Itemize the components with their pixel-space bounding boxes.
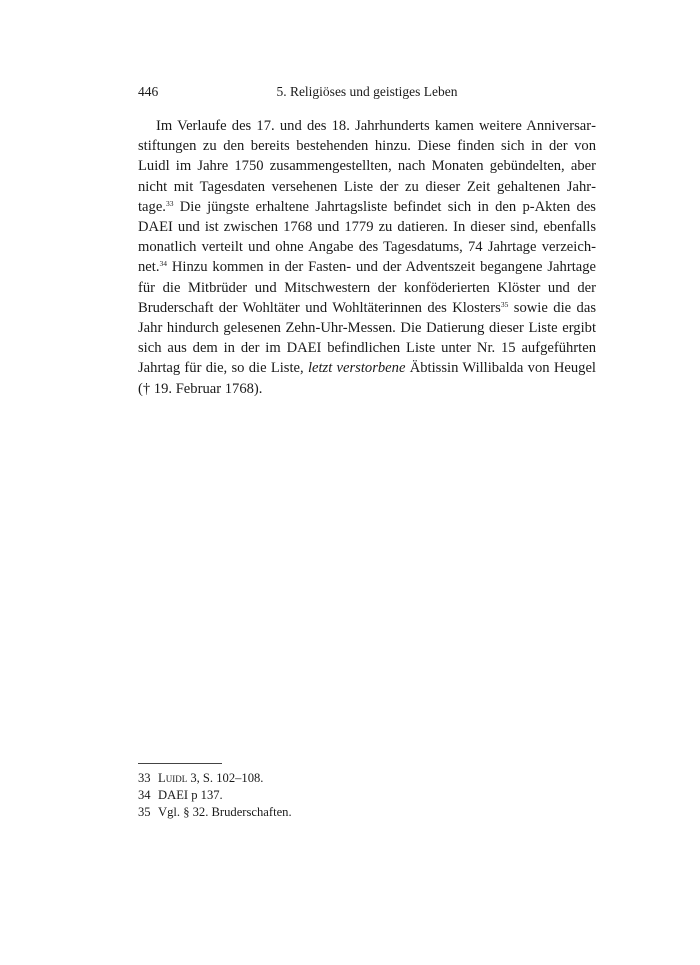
main-text [138,116,596,399]
footnote-author: Luidl [158,771,188,785]
footnote-34 [138,787,596,804]
sentence-4: sowie die das Jahr hindurch gelesenen Zehn-Uhr-Messen. Die Datierung dieser Liste ergibt sich aus dem in der im DAEI befindlichen Liste unter Nr. 15 aufgeführten Jahrtag für die, so die Liste, [138,299,596,377]
footnote-33 [138,770,596,787]
page-number: 446 [138,84,159,99]
running-head: 5. Religiöses und geistiges Leben [276,84,458,99]
sentence-5: Äbtissin Willibalda von Heugel († 19. Februar 1768). [138,360,596,397]
sentence-3: Hinzu kommen in der Fasten- und der Adventszeit begangene Jahrtage für die Mitbrüder und Mitschwestern der konföderierten Klöster und der Bruderschaft der Wohltäter und Wohltäterinnen des Klosters [138,259,596,316]
footnote-separator [138,763,222,764]
footnote-body: 3, S. 102–108. [187,771,264,785]
footnotes [138,770,596,821]
page-header [138,84,596,104]
sentence-1: Im Verlaufe des 17. und des 18. Jahrhunderts kamen weitere Anniversarstiftungen zu den bereits bestehenden hinzu. Diese finden sich in der von Luidl im Jahre 1750 zusammengestellten, nach Monaten gebündelten, aber nicht mit Tagesdaten versehenen Liste der zu dieser Zeit gehaltenen Jahrtage. [138,118,596,215]
sentence-2: Die jüngste erhaltene Jahrtagsliste befindet sich in den p-Akten des DAEI und ist zwischen 1768 und 1779 zu datieren. In dieser sind, ebenfalls monatlich verteilt und ohne Angabe des Tagesdatums, 74 Jahrtage verzeichnet. [138,198,596,276]
footnote-ref-34[interactable]: 34 [159,259,167,269]
footnote-ref-35[interactable]: 35 [500,299,509,309]
footnote-number: 34 [138,788,151,802]
footnote-body: DAEI p 137. [158,788,223,802]
body-paragraph [138,116,596,399]
footnote-text [158,770,263,787]
footnote-35 [138,804,596,821]
emphasis-text: letzt verstorbene [307,360,406,377]
footnote-number: 35 [138,805,151,819]
footnote-number: 33 [138,771,151,785]
footnote-body: Vgl. § 32. Bruderschaften. [158,805,292,819]
footnote-ref-33[interactable]: 33 [165,198,174,208]
